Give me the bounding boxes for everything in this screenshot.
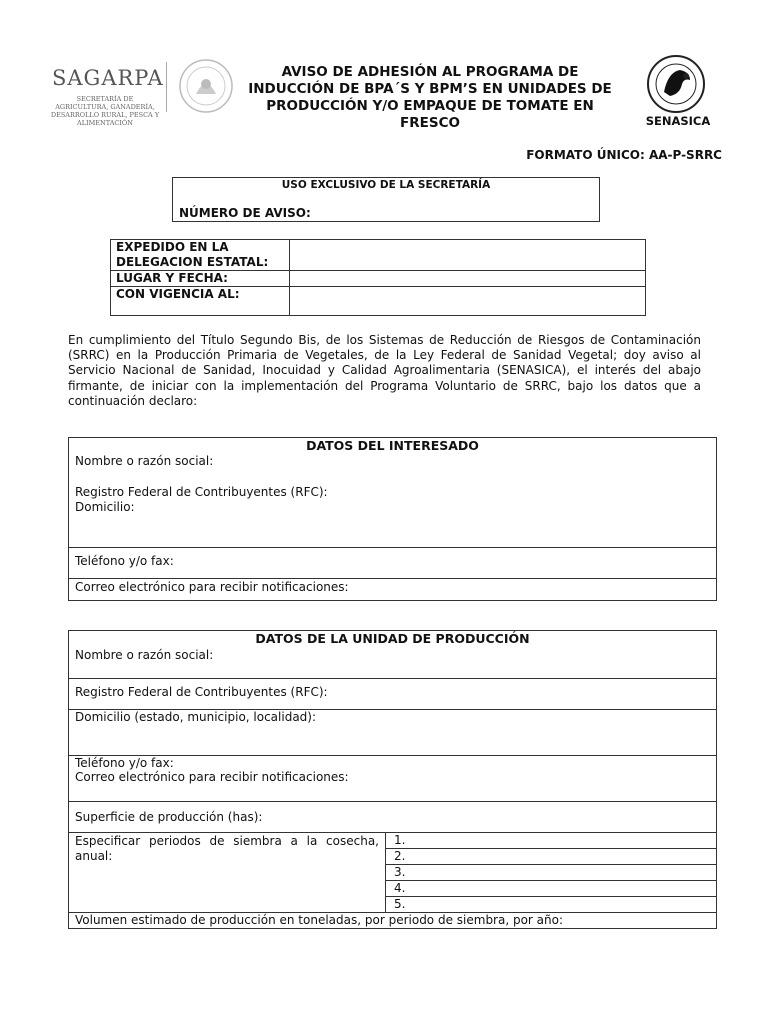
sowing-period-5[interactable]: 5. bbox=[386, 896, 716, 912]
unit-phone-field[interactable] bbox=[69, 755, 716, 770]
sowing-periods-label: Especificar periodos de siembra a la cosecha, anual: bbox=[69, 833, 386, 912]
unit-rfc-field[interactable] bbox=[69, 678, 716, 709]
unit-surface-field[interactable] bbox=[69, 801, 716, 832]
applicant-section-title: DATOS DEL INTERESADO bbox=[306, 438, 479, 453]
sowing-period-3[interactable]: 3. bbox=[386, 864, 716, 880]
applicant-data-table bbox=[68, 437, 717, 601]
issued-label-line2: DELEGACION ESTATAL: bbox=[116, 255, 269, 269]
production-volume-field[interactable] bbox=[69, 912, 716, 928]
sagarpa-subtitle: SECRETARÍA DE AGRICULTURA, GANADERÍA, DESARROLLO RURAL, PESCA Y ALIMENTACIÓN bbox=[50, 95, 160, 127]
applicant-name-label: Nombre o razón social: bbox=[75, 454, 214, 468]
sowing-periods-list bbox=[386, 833, 716, 912]
secretaria-use-box bbox=[172, 177, 600, 222]
senasica-seal-icon bbox=[640, 54, 712, 114]
applicant-rfc-label: Registro Federal de Contribuyentes (RFC): bbox=[75, 485, 328, 499]
national-seal-icon bbox=[178, 58, 234, 114]
unit-section-title: DATOS DE LA UNIDAD DE PRODUCCIÓN bbox=[255, 631, 530, 646]
unit-email-label: Correo electrónico para recibir notificaciones: bbox=[75, 770, 349, 784]
unit-name-label: Nombre o razón social: bbox=[75, 648, 214, 662]
place-date-field[interactable] bbox=[290, 271, 646, 287]
state-delegation-field[interactable] bbox=[290, 240, 646, 271]
production-unit-table bbox=[68, 630, 717, 929]
unit-surface-label: Superficie de producción (has): bbox=[75, 810, 263, 824]
notice-number-label: NÚMERO DE AVISO: bbox=[179, 206, 311, 220]
place-date-label: LUGAR Y FECHA: bbox=[111, 271, 290, 287]
logo-divider bbox=[166, 62, 167, 112]
unit-email-field[interactable] bbox=[69, 770, 716, 801]
sowing-periods-row bbox=[69, 832, 716, 912]
issuance-table bbox=[110, 239, 646, 316]
sagarpa-logo-text: SAGARPA bbox=[52, 66, 164, 90]
applicant-email-field[interactable] bbox=[69, 578, 716, 600]
sowing-period-4[interactable]: 4. bbox=[386, 880, 716, 896]
document-title: AVISO DE ADHESIÓN AL PROGRAMA DE INDUCCIÓN DE BPA´S Y BPM’S EN UNIDADES DE PRODUCCIÓN Y/O EMPAQUE DE TOMATE EN FRESCO bbox=[248, 64, 612, 131]
validity-field[interactable] bbox=[290, 287, 646, 316]
applicant-email-label: Correo electrónico para recibir notificaciones: bbox=[75, 580, 349, 594]
production-volume-label: Volumen estimado de producción en toneladas, por periodo de siembra, por año: bbox=[75, 913, 564, 927]
applicant-address-field[interactable] bbox=[69, 500, 716, 547]
format-code: FORMATO ÚNICO: AA-P-SRRC bbox=[526, 148, 722, 162]
issuance-label-cell bbox=[111, 240, 290, 271]
unit-address-label: Domicilio (estado, municipio, localidad): bbox=[75, 710, 317, 724]
issued-label-line1: EXPEDIDO EN LA bbox=[116, 240, 229, 254]
applicant-address-label: Domicilio: bbox=[75, 500, 135, 514]
applicant-name-field[interactable] bbox=[69, 454, 716, 485]
applicant-rfc-field[interactable] bbox=[69, 485, 716, 500]
declaration-paragraph: En cumplimiento del Título Segundo Bis, de los Sistemas de Reducción de Riesgos de Contaminación (SRRC) en la Producción Primaria de Vegetales, de la Ley Federal de Sanidad Vegetal; doy aviso al Servicio Nacional de Sanidad, Inocuidad y Calidad Agroalimentaria (SENASICA), el interés del abajo firmante, de iniciar con la implementación del Programa Voluntario de SRRC, bajo los datos que a continuación declaro: bbox=[68, 333, 701, 408]
validity-label: CON VIGENCIA AL: bbox=[111, 287, 290, 316]
unit-phone-label: Teléfono y/o fax: bbox=[75, 756, 174, 770]
unit-name-field[interactable] bbox=[69, 647, 716, 678]
applicant-phone-label: Teléfono y/o fax: bbox=[75, 554, 174, 568]
sowing-period-1[interactable]: 1. bbox=[394, 833, 406, 847]
unit-address-field[interactable] bbox=[69, 709, 716, 755]
unit-rfc-label: Registro Federal de Contribuyentes (RFC): bbox=[75, 685, 328, 699]
secretaria-use-title: USO EXCLUSIVO DE LA SECRETARÍA bbox=[281, 179, 491, 191]
applicant-phone-field[interactable] bbox=[69, 547, 716, 578]
senasica-label: SENASICA bbox=[645, 114, 711, 128]
sowing-period-2[interactable]: 2. bbox=[386, 848, 716, 864]
